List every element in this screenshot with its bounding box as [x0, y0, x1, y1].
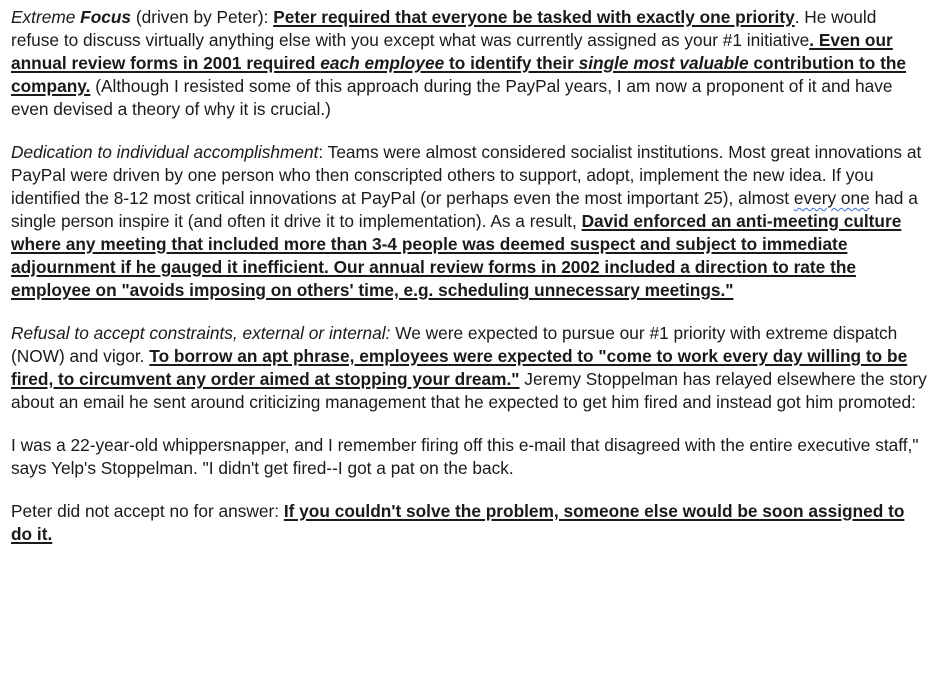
- text-span: : Teams were almost considered socialist institutions. Most great innovations at PayPal were driven by one person who then conscripted others to support, adopt, implement the new idea. If you identified the 8-12 most critical innovations at PayPal (or perhaps even the most important 25), almost: [11, 142, 922, 208]
- paragraph-dedication: [11, 141, 929, 302]
- text-span: (driven by Peter):: [131, 7, 274, 27]
- highlight-span: David enforced an anti-meeting culture where any meeting that included more than 3-4 people was deemed suspect and subject to immediate adjournment if he gauged it inefficient. Our annual review forms in 2002 included a direction to rate the employee on "avoids imposing on others' time, e.g. scheduling unnecessary meetings.": [11, 211, 902, 300]
- text-span: Extreme: [11, 7, 81, 27]
- text-span: Peter did not accept no for answer:: [11, 501, 284, 521]
- highlight-span: If you couldn't solve the problem, someone else would be soon assigned to do it.: [11, 501, 905, 544]
- document-body: [11, 6, 929, 566]
- highlight-span: To borrow an apt phrase, employees were expected to "come to work every day willing to be fired, to circumvent any order aimed at stopping your dream.": [11, 346, 908, 389]
- section-lead: Refusal to accept constraints, external or internal:: [11, 323, 391, 343]
- paragraph-quote: [11, 434, 929, 480]
- spellcheck-flag: every one: [793, 188, 870, 208]
- text-span: We were expected to pursue our #1 priority with extreme dispatch (NOW) and vigor.: [11, 323, 898, 366]
- highlight-span: contribution to the company.: [11, 53, 907, 96]
- text-span: (Although I resisted some of this approach during the PayPal years, I am now a proponent of it and have even devised a theory of why it is crucial.): [11, 76, 893, 119]
- paragraph-extreme-focus: [11, 6, 929, 121]
- text-span: I was a 22-year-old whippersnapper, and I remember firing off this e-mail that disagreed with the entire executive staff," says Yelp's Stoppelman. "I didn't get fired--I got a pat on the back.: [11, 435, 919, 478]
- paragraph-no-for-answer: [11, 500, 929, 546]
- text-span: . He would refuse to discuss virtually anything else with you except what was currently assigned as your #1 initiative: [11, 7, 877, 50]
- section-lead: Dedication to individual accomplishment: [11, 142, 319, 162]
- emphasis-span: Focus: [80, 7, 132, 27]
- highlight-span: to identify their: [444, 53, 579, 73]
- paragraph-refusal: [11, 322, 929, 414]
- text-span: Jeremy Stoppelman has relayed elsewhere the story about an email he sent around criticizing management that he expected to get him fired and instead got him promoted:: [11, 369, 927, 412]
- highlight-span: Peter required that everyone be tasked with exactly one priority: [273, 7, 795, 27]
- text-span: had a single person inspire it (and often it drive it to implementation). As a result,: [11, 188, 918, 231]
- highlight-italic-span: single most valuable: [578, 53, 749, 73]
- highlight-italic-span: each employee: [320, 53, 445, 73]
- highlight-span: . Even our annual review forms in 2001 required: [11, 30, 893, 73]
